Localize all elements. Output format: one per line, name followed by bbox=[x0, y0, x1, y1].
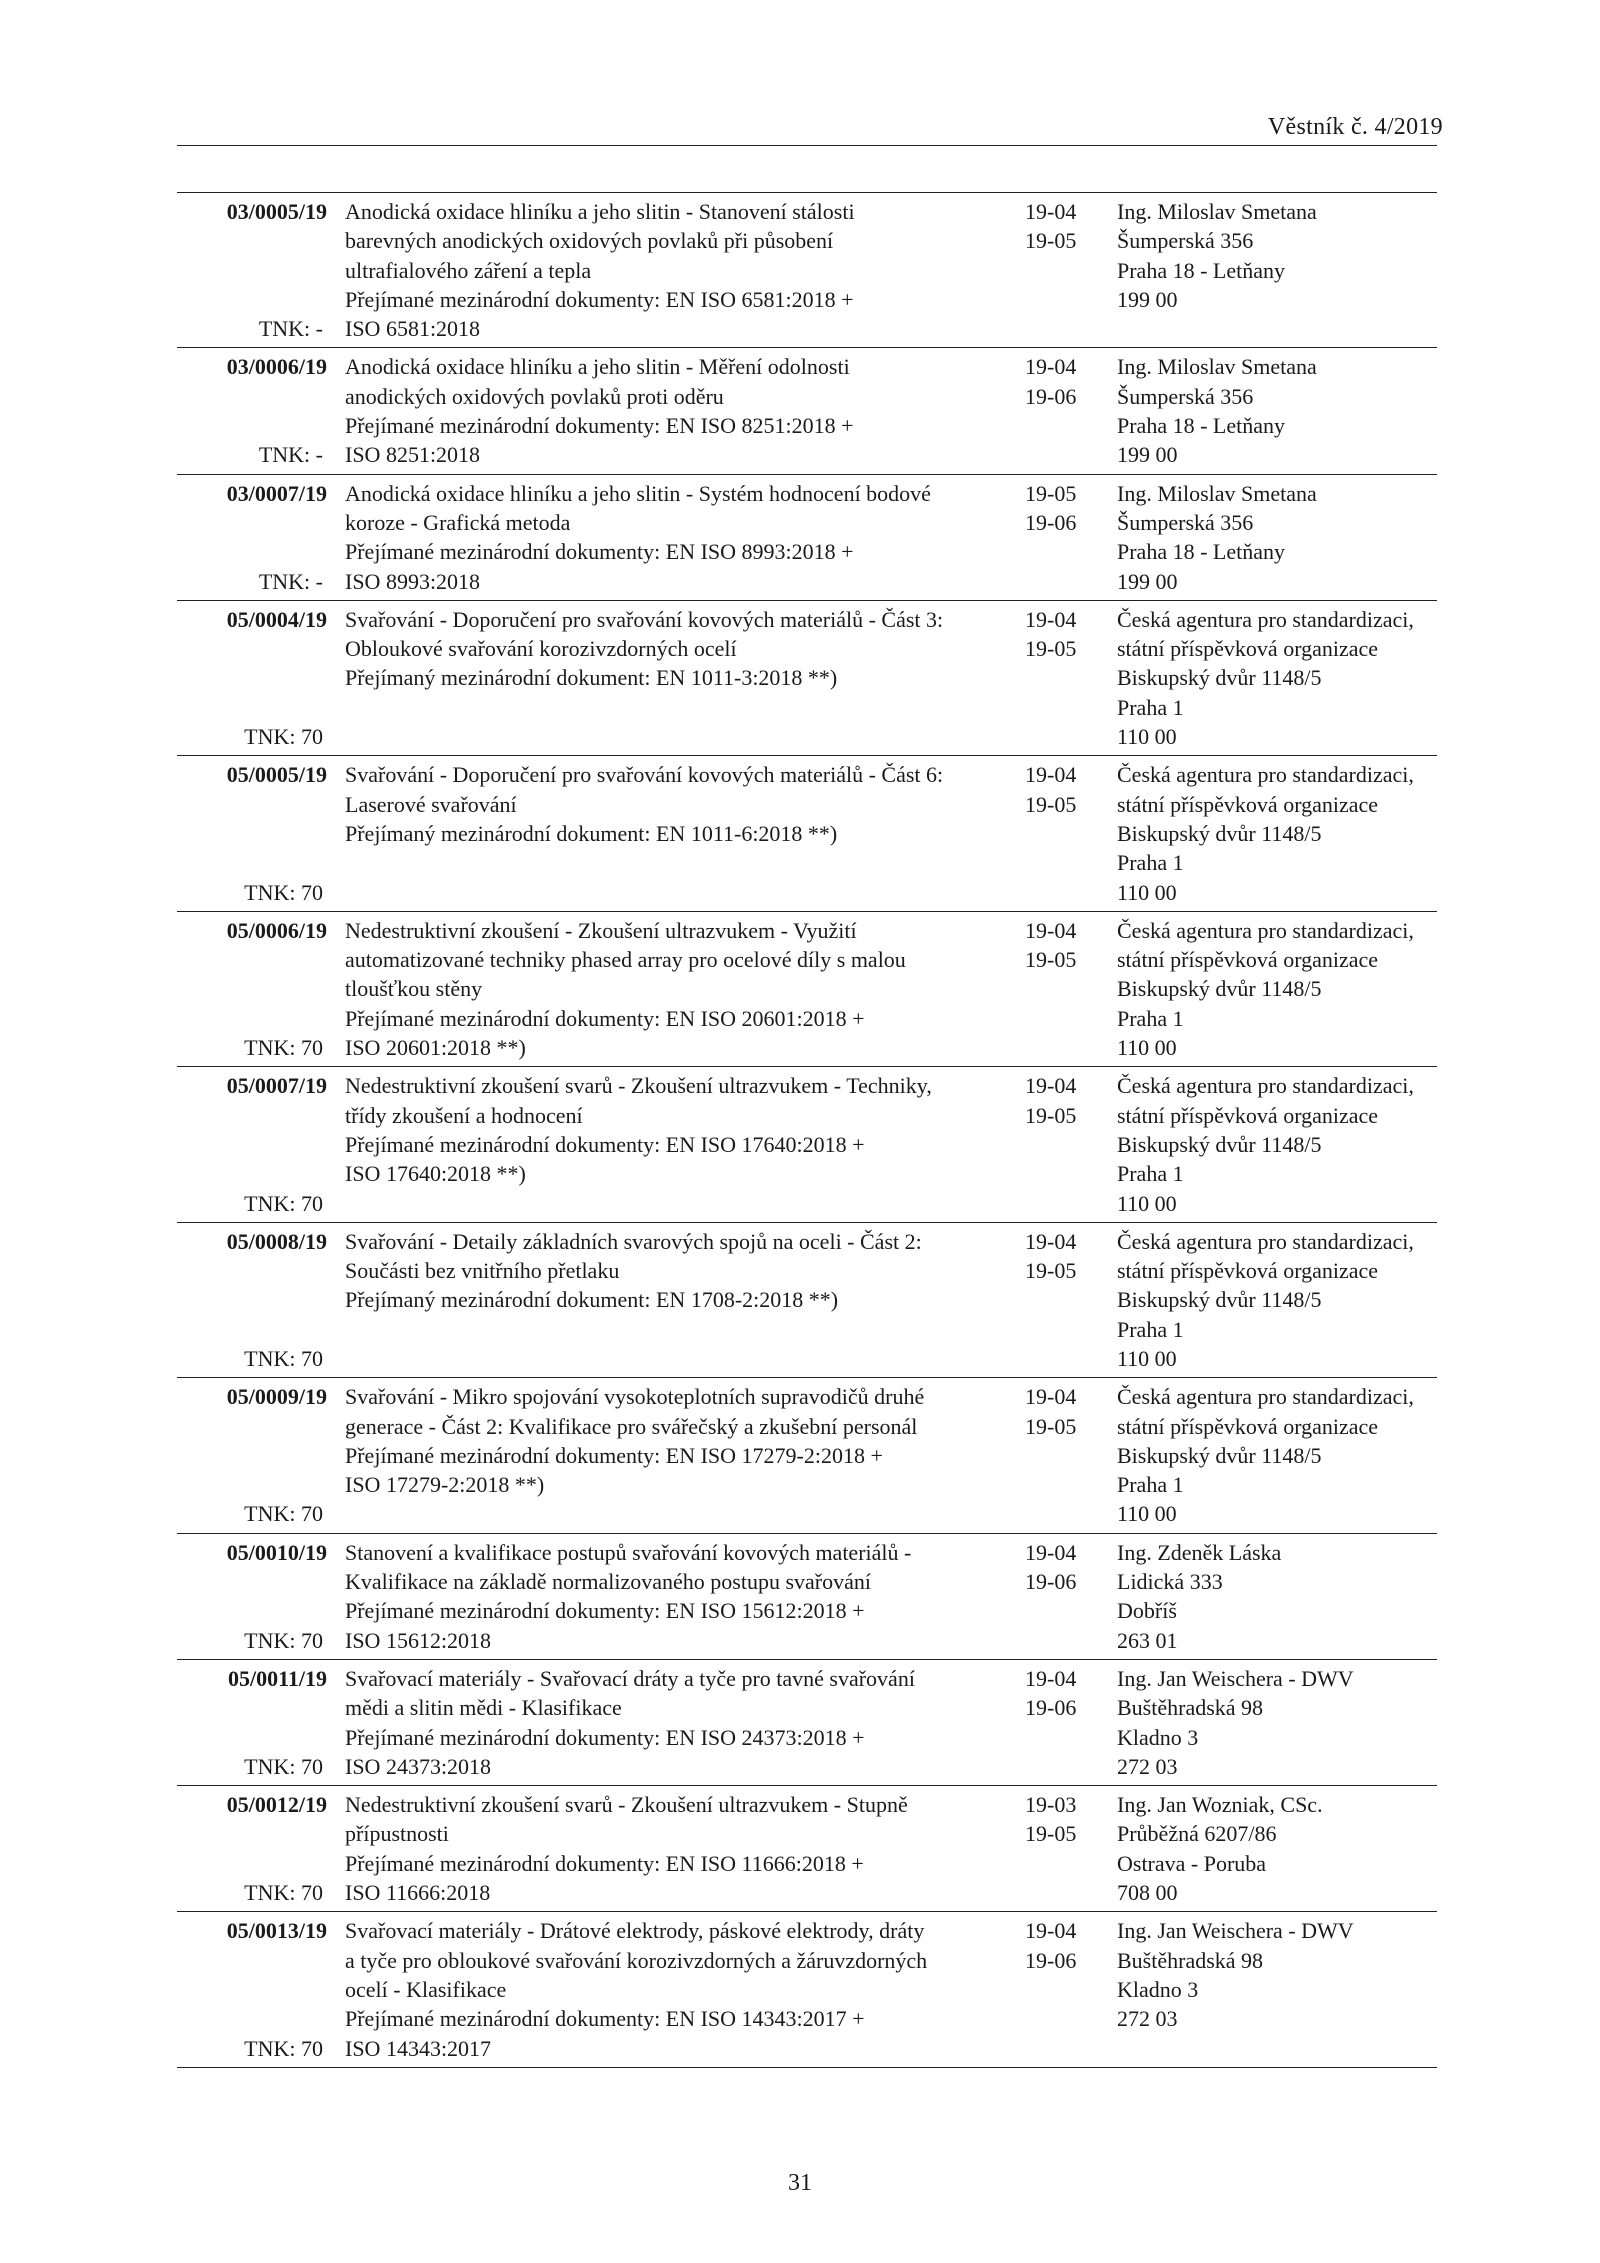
standard-code-cell bbox=[177, 1916, 327, 2062]
schedule-dates: 19-04 19-05 bbox=[1025, 1384, 1077, 1439]
schedule-dates: 19-04 19-06 bbox=[1025, 1665, 1077, 1721]
standard-description: Nedestruktivní zkoušení svarů - Zkoušení ultrazvukem - Stupně přípustnosti Přejímané mezinárodní dokumenty: EN ISO 11666:2018 + ISO 11666:2018 bbox=[345, 1792, 908, 1906]
standard-code-cell bbox=[177, 760, 327, 906]
standard-number: 05/0012/19 bbox=[226, 1792, 327, 1818]
tnk-label: TNK: - bbox=[258, 442, 323, 468]
tnk-label: TNK: 70 bbox=[244, 724, 323, 750]
standard-code-cell bbox=[177, 1227, 327, 1373]
schedule-dates: 19-04 19-06 bbox=[1025, 1539, 1077, 1595]
processor-address: Ing. Zdeněk Láska Lidická 333 Dobříš 263 01 bbox=[1117, 1539, 1282, 1653]
tnk-label: TNK: 70 bbox=[244, 1501, 323, 1527]
schedule-dates: 19-04 19-06 bbox=[1025, 1918, 1077, 1973]
processor-address: Česká agentura pro standardizaci, státní příspěvková organizace Biskupský dvůr 1148/5 Praha 1 110 00 bbox=[1117, 606, 1414, 750]
standards-table bbox=[177, 192, 1437, 2068]
standard-code-cell bbox=[177, 1538, 327, 1655]
standard-number: 05/0005/19 bbox=[226, 762, 327, 788]
table-row bbox=[177, 1534, 1437, 1660]
processor-address: Česká agentura pro standardizaci, státní příspěvková organizace Biskupský dvůr 1148/5 Praha 1 110 00 bbox=[1117, 1073, 1414, 1216]
schedule-dates: 19-04 19-05 bbox=[1025, 762, 1077, 817]
table-row bbox=[177, 756, 1437, 911]
standard-code-cell bbox=[177, 1790, 327, 1907]
standard-description: Nedestruktivní zkoušení svarů - Zkoušení ultrazvukem - Techniky, třídy zkoušení a hodnocení Přejímané mezinárodní dokumenty: EN ISO 17640:2018 + ISO 17640:2018 **) bbox=[345, 1073, 932, 1187]
table-row bbox=[177, 1378, 1437, 1533]
standard-number: 05/0007/19 bbox=[226, 1073, 327, 1099]
table-row bbox=[177, 1660, 1437, 1786]
standard-description: Svařování - Mikro spojování vysokoteplotních supravodičů druhé generace - Část 2: Kvalifikace pro svářečský a zkušební personál Přejímané mezinárodní dokumenty: EN ISO 17279-2:2018 + ISO 17279-2:2018 **) bbox=[345, 1384, 925, 1498]
standard-number: 03/0007/19 bbox=[226, 480, 327, 506]
standard-number: 05/0006/19 bbox=[226, 917, 327, 943]
schedule-dates: 19-04 19-05 bbox=[1025, 606, 1077, 662]
standard-number: 05/0004/19 bbox=[226, 606, 327, 632]
standard-description: Svařování - Doporučení pro svařování kovových materiálů - Část 6: Laserové svařování Přejímaný mezinárodní dokument: EN 1011-6:2018 **) bbox=[345, 762, 944, 846]
standard-description: Nedestruktivní zkoušení - Zkoušení ultrazvukem - Využití automatizované techniky phased array pro ocelové díly s malou tloušťkou stěny Přejímané mezinárodní dokumenty: EN ISO 20601:2018 + ISO 20601:2018 **) bbox=[345, 917, 906, 1061]
table-row bbox=[177, 912, 1437, 1067]
standard-code-cell bbox=[177, 605, 327, 751]
standard-number: 03/0006/19 bbox=[226, 354, 327, 380]
schedule-dates: 19-04 19-05 bbox=[1025, 1073, 1077, 1128]
tnk-label: TNK: - bbox=[258, 316, 323, 342]
processor-address: Ing. Miloslav Smetana Šumperská 356 Praha 18 - Letňany 199 00 bbox=[1117, 199, 1317, 312]
standard-number: 05/0008/19 bbox=[226, 1228, 327, 1254]
processor-address: Ing. Jan Wozniak, CSc. Průběžná 6207/86 Ostrava - Poruba 708 00 bbox=[1117, 1792, 1323, 1906]
tnk-label: TNK: 70 bbox=[244, 1345, 323, 1371]
standard-description: Svařování - Detaily základních svarových spojů na oceli - Část 2: Součásti bez vnitřního přetlaku Přejímaný mezinárodní dokument: EN 1708-2:2018 **) bbox=[345, 1228, 922, 1313]
standard-number: 05/0010/19 bbox=[226, 1539, 327, 1565]
standard-description: Anodická oxidace hliníku a jeho slitin - Stanovení stálosti barevných anodických oxidových povlaků při působení ultrafialového záření a tepla Přejímané mezinárodní dokumenty: EN ISO 6581:2018 + ISO 6581:2018 bbox=[345, 199, 855, 342]
tnk-label: TNK: 70 bbox=[244, 1035, 323, 1061]
tnk-label: TNK: 70 bbox=[244, 1880, 323, 1906]
schedule-dates: 19-05 19-06 bbox=[1025, 480, 1077, 535]
tnk-label: TNK: 70 bbox=[244, 879, 323, 905]
tnk-label: TNK: 70 bbox=[244, 1190, 323, 1216]
tnk-label: TNK: - bbox=[258, 568, 323, 594]
processor-address: Ing. Miloslav Smetana Šumperská 356 Praha 18 - Letňany 199 00 bbox=[1117, 480, 1317, 594]
tnk-label: TNK: 70 bbox=[244, 2035, 323, 2061]
processor-address: Ing. Miloslav Smetana Šumperská 356 Praha 18 - Letňany 199 00 bbox=[1117, 354, 1317, 468]
standard-code-cell bbox=[177, 197, 327, 343]
standard-description: Svařování - Doporučení pro svařování kovových materiálů - Část 3: Obloukové svařování korozivzdorných ocelí Přejímaný mezinárodní dokument: EN 1011-3:2018 **) bbox=[345, 606, 944, 691]
standard-description: Anodická oxidace hliníku a jeho slitin - Systém hodnocení bodové koroze - Grafická metoda Přejímané mezinárodní dokumenty: EN ISO 8993:2018 + ISO 8993:2018 bbox=[345, 480, 931, 594]
table-row bbox=[177, 601, 1437, 756]
table-row bbox=[177, 1912, 1437, 2067]
standard-number: 05/0013/19 bbox=[226, 1918, 327, 1944]
table-row bbox=[177, 192, 1437, 348]
table-row bbox=[177, 348, 1437, 474]
standard-code-cell bbox=[177, 1071, 327, 1217]
standard-code-cell bbox=[177, 1664, 327, 1781]
standard-code-cell bbox=[177, 352, 327, 469]
header-divider bbox=[177, 145, 1437, 146]
processor-address: Česká agentura pro standardizaci, státní příspěvková organizace Biskupský dvůr 1148/5 Praha 1 110 00 bbox=[1117, 762, 1414, 905]
table-row bbox=[177, 475, 1437, 601]
processor-address: Česká agentura pro standardizaci, státní příspěvková organizace Biskupský dvůr 1148/5 Praha 1 110 00 bbox=[1117, 1228, 1414, 1371]
schedule-dates: 19-03 19-05 bbox=[1025, 1792, 1077, 1847]
standard-number: 03/0005/19 bbox=[226, 199, 327, 224]
processor-address: Ing. Jan Weischera - DWV Buštěhradská 98 Kladno 3 272 03 bbox=[1117, 1918, 1354, 2032]
page-number: 31 bbox=[788, 2170, 812, 2196]
processor-address: Česká agentura pro standardizaci, státní příspěvková organizace Biskupský dvůr 1148/5 Praha 1 110 00 bbox=[1117, 917, 1414, 1061]
standard-code-cell bbox=[177, 479, 327, 596]
schedule-dates: 19-04 19-06 bbox=[1025, 354, 1077, 409]
journal-title: Věstník č. 4/2019 bbox=[1267, 114, 1443, 140]
tnk-label: TNK: 70 bbox=[244, 1753, 323, 1779]
processor-address: Česká agentura pro standardizaci, státní příspěvková organizace Biskupský dvůr 1148/5 Praha 1 110 00 bbox=[1117, 1384, 1414, 1527]
standard-code-cell bbox=[177, 916, 327, 1062]
standard-number: 05/0011/19 bbox=[227, 1665, 327, 1691]
standard-description: Anodická oxidace hliníku a jeho slitin - Měření odolnosti anodických oxidových povlaků proti oděru Přejímané mezinárodní dokumenty: EN ISO 8251:2018 + ISO 8251:2018 bbox=[345, 354, 854, 468]
table-row bbox=[177, 1786, 1437, 1912]
standard-code-cell bbox=[177, 1382, 327, 1528]
schedule-dates: 19-04 19-05 bbox=[1025, 917, 1077, 973]
standard-description: Svařovací materiály - Svařovací dráty a tyče pro tavné svařování mědi a slitin mědi - Klasifikace Přejímané mezinárodní dokumenty: EN ISO 24373:2018 + ISO 24373:2018 bbox=[345, 1665, 915, 1779]
standard-number: 05/0009/19 bbox=[226, 1384, 327, 1410]
schedule-dates: 19-04 19-05 bbox=[1025, 1228, 1077, 1284]
standard-description: Svařovací materiály - Drátové elektrody, páskové elektrody, dráty a tyče pro obloukové svařování korozivzdorných a žáruvzdorných ocelí - Klasifikace Přejímané mezinárodní dokumenty: EN ISO 14343:2017 + ISO 14343:2017 bbox=[345, 1918, 928, 2061]
tnk-label: TNK: 70 bbox=[244, 1627, 323, 1653]
schedule-dates: 19-04 19-05 bbox=[1025, 199, 1077, 254]
table-row bbox=[177, 1067, 1437, 1222]
standard-description: Stanovení a kvalifikace postupů svařování kovových materiálů - Kvalifikace na základě normalizovaného postupu svařování Přejímané mezinárodní dokumenty: EN ISO 15612:2018 + ISO 15612:2018 bbox=[345, 1539, 912, 1653]
processor-address: Ing. Jan Weischera - DWV Buštěhradská 98 Kladno 3 272 03 bbox=[1117, 1665, 1354, 1779]
table-row bbox=[177, 1223, 1437, 1378]
